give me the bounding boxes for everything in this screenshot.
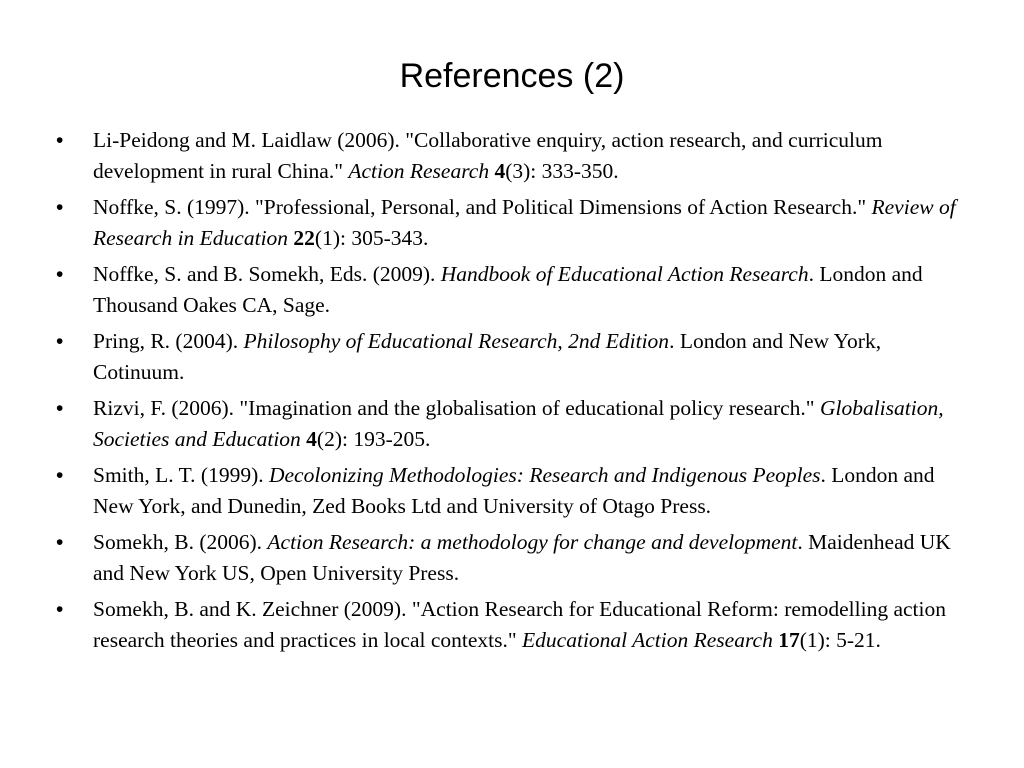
reference-publication: Review of Research in Education: [93, 195, 956, 250]
reference-text: Somekh, B. (2006).: [93, 530, 268, 554]
bullet-icon: •: [56, 397, 64, 420]
bullet-icon: •: [56, 531, 64, 554]
reference-item: [56, 460, 976, 522]
reference-item: [56, 259, 976, 321]
reference-pages: . London and New York, Cotinuum.: [93, 329, 882, 384]
reference-text: Somekh, B. and K. Zeichner (2009). "Action Research for Educational Reform: remodelling action research theories and practices in local contexts.": [93, 597, 946, 652]
reference-volume: 4: [306, 427, 317, 451]
reference-publication: Philosophy of Educational Research, 2nd Edition: [243, 329, 670, 353]
reference-pages: (1): 5-21.: [799, 628, 881, 652]
reference-item: [56, 125, 976, 187]
reference-text: Rizvi, F. (2006). "Imagination and the globalisation of educational policy research.": [93, 396, 820, 420]
reference-pages: . London and Thousand Oakes CA, Sage.: [93, 262, 923, 317]
reference-text: Noffke, S. (1997). "Professional, Personal, and Political Dimensions of Action Research.": [93, 195, 872, 219]
reference-text: Smith, L. T. (1999).: [93, 463, 269, 487]
reference-publication: Educational Action Research: [522, 628, 773, 652]
reference-pages: (3): 333-350.: [505, 159, 619, 183]
reference-publication: Action Research: a methodology for change and development: [267, 530, 798, 554]
reference-publication: Action Research: [348, 159, 490, 183]
bullet-icon: •: [56, 196, 64, 219]
bullet-icon: •: [56, 330, 64, 353]
reference-item: [56, 393, 976, 455]
reference-volume: 4: [494, 159, 506, 183]
reference-publication: Globalisation, Societies and Education: [93, 396, 944, 451]
bullet-icon: •: [56, 263, 64, 286]
reference-pages: . London and New York, and Dunedin, Zed Books Ltd and University of Otago Press.: [93, 463, 935, 518]
reference-pages: (2): 193-205.: [316, 427, 431, 451]
bullet-icon: •: [56, 129, 64, 152]
reference-item: [56, 594, 976, 656]
bullet-icon: •: [56, 598, 64, 621]
reference-item: [56, 326, 976, 388]
slide-title: References (2): [399, 57, 625, 95]
reference-pages: (1): 305-343.: [314, 226, 429, 250]
reference-publication: Decolonizing Methodologies: Research and Indigenous Peoples: [268, 463, 821, 487]
reference-text: Pring, R. (2004).: [93, 329, 244, 353]
reference-volume: 22: [293, 226, 315, 250]
reference-item: [56, 192, 976, 254]
reference-pages: . Maidenhead UK and New York US, Open University Press.: [93, 530, 951, 585]
reference-publication: Handbook of Educational Action Research: [440, 262, 809, 286]
bullet-icon: •: [56, 464, 64, 487]
reference-volume: 17: [778, 628, 800, 652]
reference-list: [56, 125, 976, 661]
reference-item: [56, 527, 976, 589]
reference-text: Noffke, S. and B. Somekh, Eds. (2009).: [93, 262, 441, 286]
reference-text: Li-Peidong and M. Laidlaw (2006). "Collaborative enquiry, action research, and curriculum development in rural China.": [93, 128, 883, 183]
